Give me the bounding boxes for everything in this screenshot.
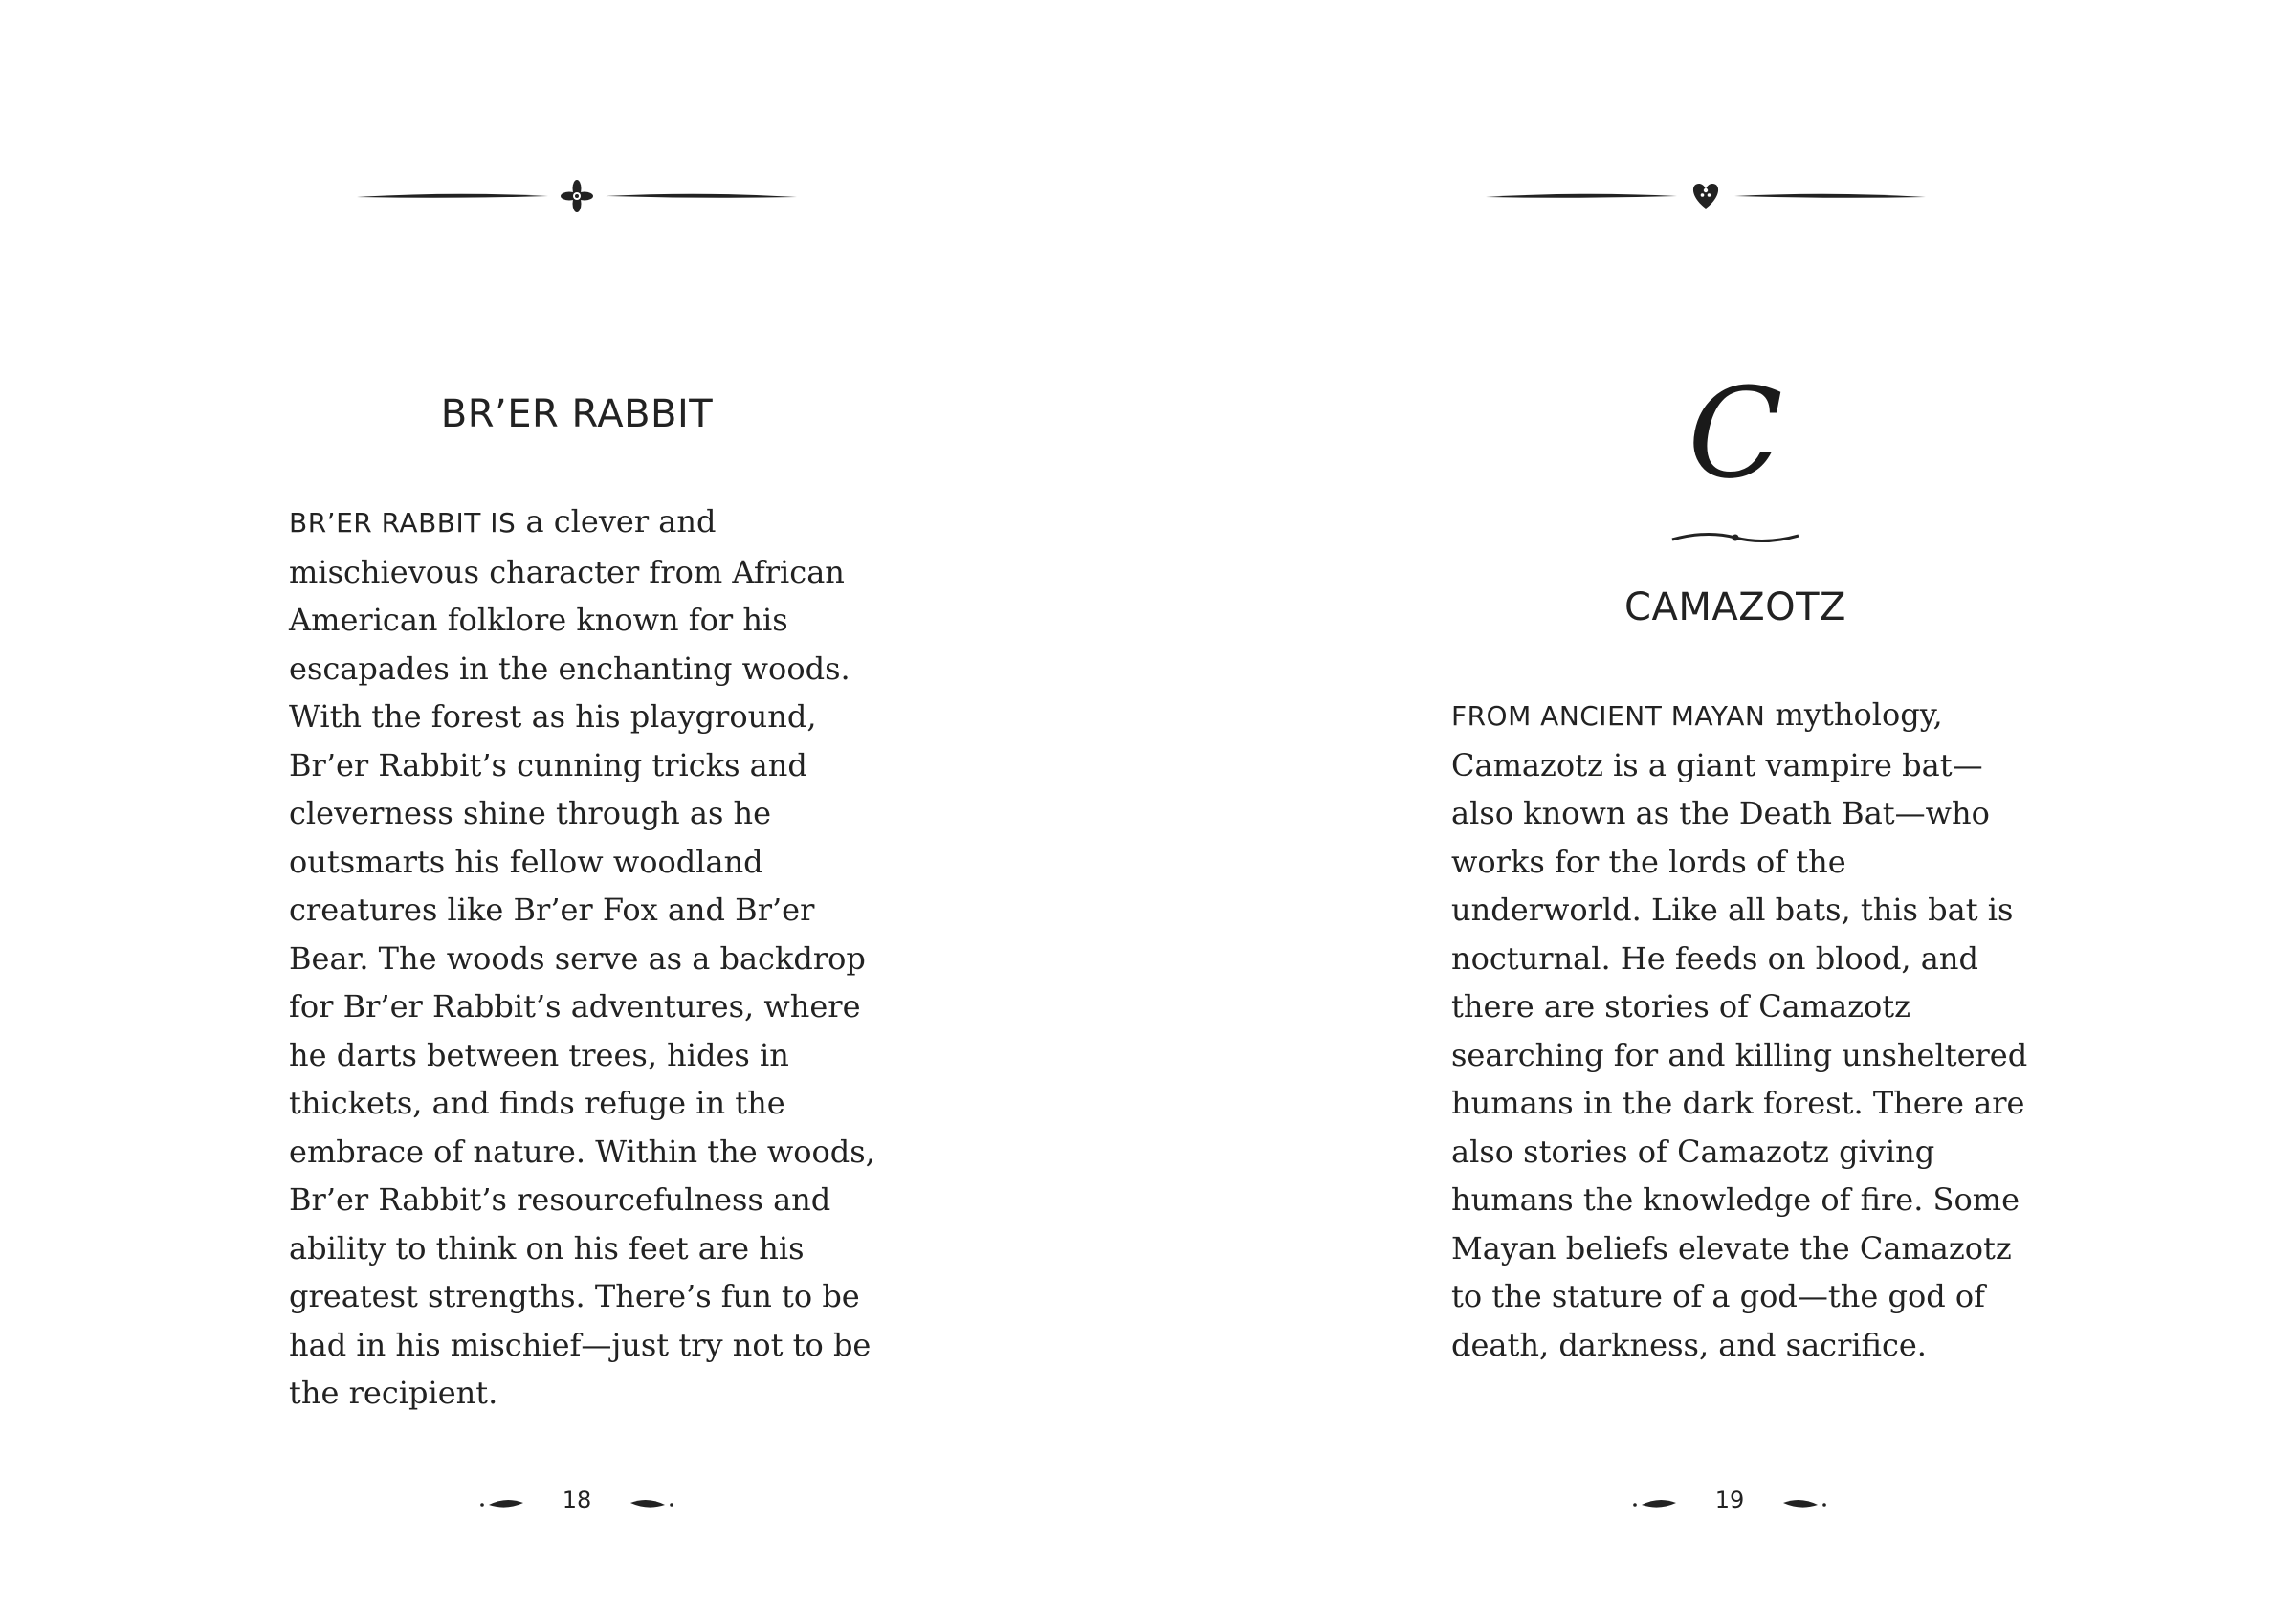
entry-body bbox=[1451, 691, 2044, 1369]
fleur-ornament-icon bbox=[561, 180, 593, 212]
page-number: 18 bbox=[562, 1487, 592, 1513]
leaf-right-icon bbox=[627, 1496, 674, 1511]
right-page bbox=[1148, 0, 2296, 1609]
section-letter: C bbox=[1688, 361, 1783, 506]
swash-divider-icon bbox=[1668, 524, 1802, 553]
heart-ornament-icon bbox=[1693, 184, 1718, 209]
header-ornament bbox=[1476, 172, 1935, 220]
lead-in: FROM ANCIENT MAYAN bbox=[1451, 700, 1766, 732]
header-ornament bbox=[347, 172, 806, 220]
entry-body bbox=[289, 497, 882, 1418]
entry-title: BR’ER RABBIT bbox=[440, 392, 714, 436]
leaf-left-icon bbox=[1632, 1496, 1680, 1511]
body-text: a clever and mischievous character from African American folklore known for his escapades in the enchanting woods. With the forest as his playground, Br’er Rabbit’s cunning tricks and cleverness shine through as he outsmarts his fellow woodland creatures like Br’er Fox and Br’er Bear. The woods serve as a backdrop for Br’er Rabbit’s adventures, where he darts between trees, hides in thickets, and finds refuge in the embrace of nature. Within the woods, Br’er Rabbit’s resourcefulness and ability to think on his feet are his greatest strengths. There’s fun to be had in his mischief—just try not to be the recipient. bbox=[289, 503, 875, 1411]
leaf-right-icon bbox=[1779, 1496, 1827, 1511]
entry-title: CAMAZOTZ bbox=[1624, 585, 1846, 629]
folio bbox=[472, 1485, 682, 1523]
folio bbox=[1624, 1485, 1835, 1523]
lead-in: BR’ER RABBIT IS bbox=[289, 507, 517, 539]
page-number: 19 bbox=[1714, 1487, 1745, 1513]
leaf-left-icon bbox=[479, 1496, 527, 1511]
body-text: mythology, Camazotz is a giant vampire bat—also known as the Death Bat—who works for the lords of the underworld. Like all bats, this bat is nocturnal. He feeds on blood, and there are stories of Camazotz searching for and killing unsheltered humans in the dark forest. There are also stories of Camazotz giving humans the knowledge of fire. Some Mayan beliefs elevate the Camazotz to the stature of a god—the god of death, darkness, and sacrifice. bbox=[1451, 696, 2028, 1363]
